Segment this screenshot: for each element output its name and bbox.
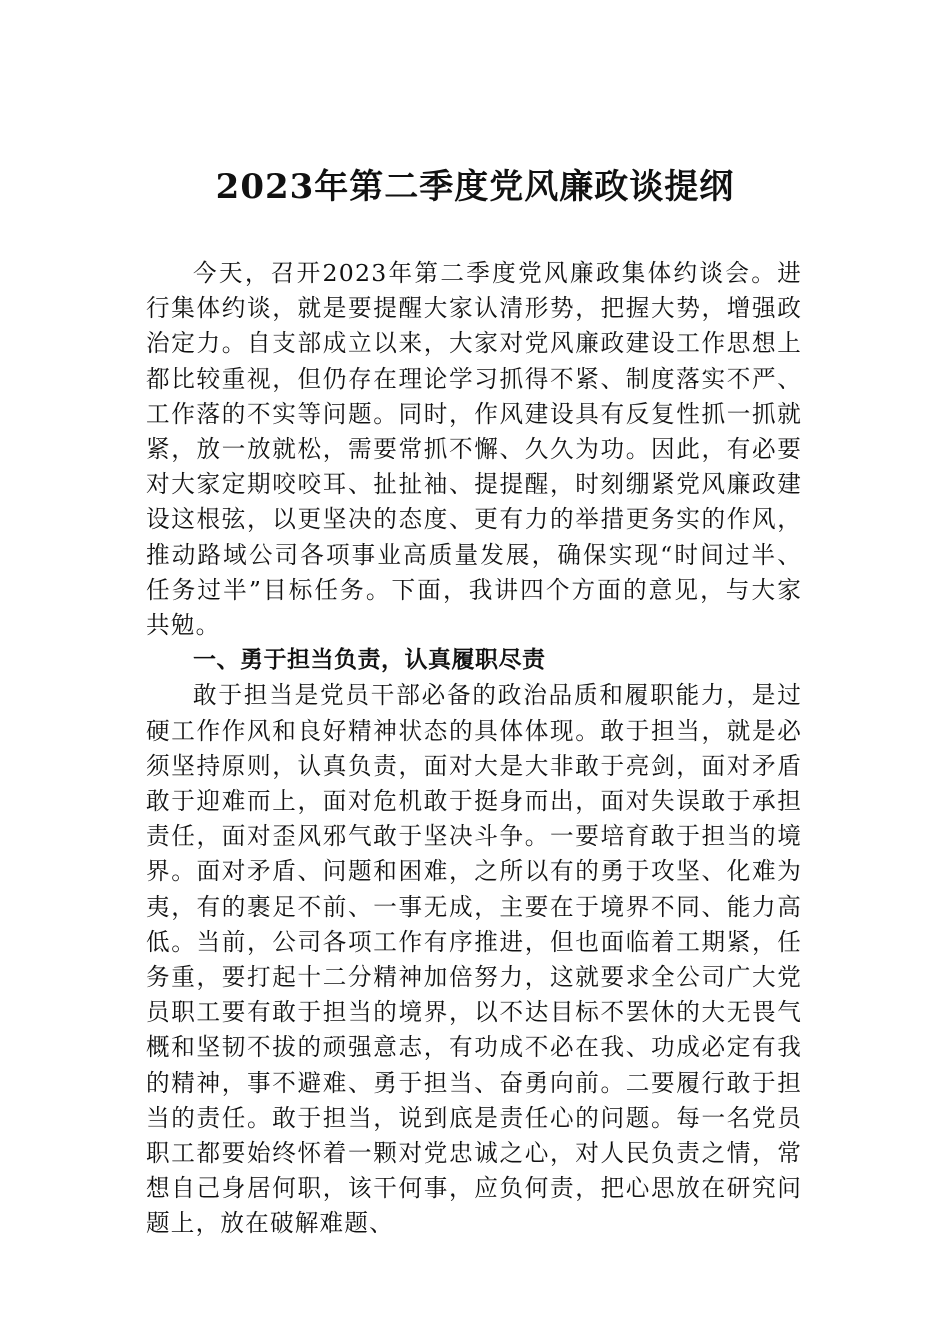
document-body	[146, 256, 802, 1242]
intro-paragraph: 今天，召开2023年第二季度党风廉政集体约谈会。进行集体约谈，就是要提醒大家认清形势，把握大势，增强政治定力。自支部成立以来，大家对党风廉政建设工作思想上都比较重视，但仍存在理论学习抓得不紧、制度落实不严、工作落的不实等问题。同时，作风建设具有反复性抓一抓就紧，放一放就松，需要常抓不懈、久久为功。因此，有必要对大家定期咬咬耳、扯扯袖、提提醒，时刻绷紧党风廉政建设这根弦，以更坚决的态度、更有力的举措更务实的作风，推动路域公司各项事业高质量发展，确保实现“时间过半、任务过半”目标任务。下面，我讲四个方面的意见，与大家共勉。	[146, 259, 802, 640]
section-1-paragraph: 敢于担当是党员干部必备的政治品质和履职能力，是过硬工作作风和良好精神状态的具体体现。敢于担当，就是必须坚持原则，认真负责，面对大是大非敢于亮剑，面对矛盾敢于迎难而上，面对危机敢于挺身而出，面对失误敢于承担责任，面对歪风邪气敢于坚决斗争。一要培育敢于担当的境界。面对矛盾、问题和困难，之所以有的勇于攻坚、化难为夷，有的裹足不前、一事无成，主要在于境界不同、能力高低。当前，公司各项工作有序推进，但也面临着工期紧，任务重，要打起十二分精神加倍努力，这就要求全公司广大党员职工要有敢于担当的境界，以不达目标不罢休的大无畏气概和坚韧不拔的顽强意志，有功成不必在我、功成必定有我的精神，事不避难、勇于担当、奋勇向前。二要履行敢于担当的责任。敢于担当，说到底是责任心的问题。每一名党员职工都要始终怀着一颗对党忠诚之心，对人民负责之情，常想自己身居何职，该干何事，应负何责，把心思放在研究问题上，放在破解难题、	[146, 681, 802, 1238]
section-heading-1: 一、勇于担当负责，认真履职尽责	[193, 647, 546, 674]
document-title: 2023年第二季度党风廉政谈提纲	[215, 167, 735, 207]
